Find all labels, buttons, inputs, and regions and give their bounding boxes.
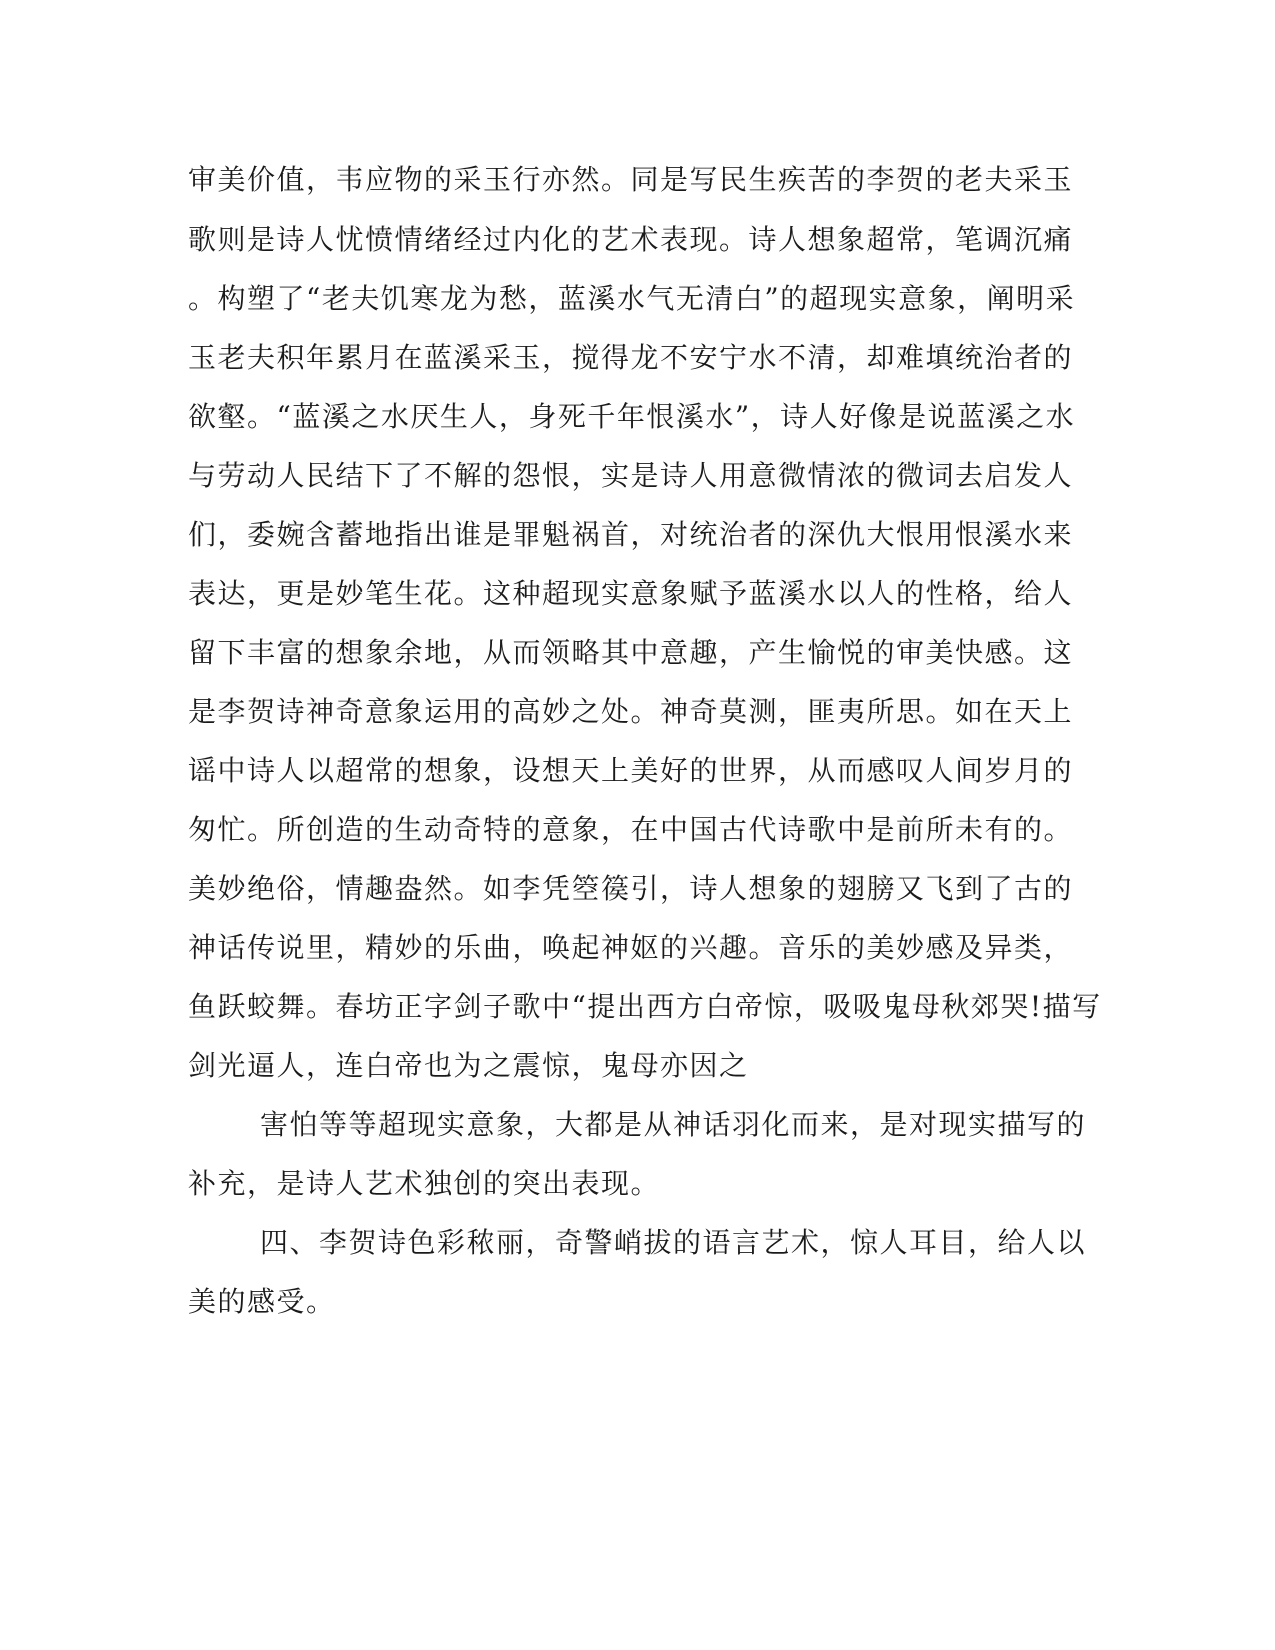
paragraph-1-line: 表达，更是妙笔生花。这种超现实意象赋予蓝溪水以人的性格，给人 [188, 577, 1074, 610]
paragraph-1-line: 歌则是诗人忧愤情绪经过内化的艺术表现。诗人想象超常，笔调沉痛 [188, 223, 1074, 256]
paragraph-1-line: 玉老夫积年累月在蓝溪采玉，搅得龙不安宁水不清，却难填统治者的 [188, 341, 1074, 374]
paragraph-1-line: 剑光逼人，连白帝也为之震惊，鬼母亦因之 [188, 1049, 749, 1082]
paragraph-1-line: 留下丰富的想象余地，从而领略其中意趣，产生愉悦的审美快感。这 [188, 636, 1074, 669]
paragraph-1-line: 们，委婉含蓄地指出谁是罪魁祸首，对统治者的深仇大恨用恨溪水来 [188, 518, 1074, 551]
paragraph-1-line: 鱼跃蛟舞。春坊正字剑子歌中“提出西方白帝惊，吸吸鬼母秋郊哭!描写 [188, 990, 1102, 1023]
paragraph-1-line: 神话传说里，精妙的乐曲，唤起神妪的兴趣。音乐的美妙感及异类， [188, 931, 1074, 964]
paragraph-1-line: 审美价值，韦应物的采玉行亦然。同是写民生疾苦的李贺的老夫采玉 [188, 163, 1074, 196]
paragraph-1-line: 美妙绝俗，情趣盎然。如李凭箜篌引，诗人想象的翅膀又飞到了古的 [188, 872, 1074, 905]
paragraph-3-line: 美的感受。 [188, 1285, 336, 1318]
paragraph-3-line: 四、李贺诗色彩秾丽，奇警峭拔的语言艺术，惊人耳目，给人以 [260, 1226, 1087, 1259]
paragraph-1-line: 匆忙。所创造的生动奇特的意象，在中国古代诗歌中是前所未有的。 [188, 813, 1074, 846]
paragraph-1-line: 与劳动人民结下了不解的怨恨，实是诗人用意微情浓的微词去启发人 [188, 459, 1074, 492]
paragraph-1-line: 。构塑了“老夫饥寒龙为愁，蓝溪水气无清白”的超现实意象，阐明采 [188, 282, 1076, 315]
paragraph-1-line: 是李贺诗神奇意象运用的高妙之处。神奇莫测，匪夷所思。如在天上 [188, 695, 1074, 728]
paragraph-2-line: 害怕等等超现实意象，大都是从神话羽化而来，是对现实描写的 [260, 1108, 1087, 1141]
paragraph-1-line: 谣中诗人以超常的想象，设想天上美好的世界，从而感叹人间岁月的 [188, 754, 1074, 787]
paragraph-2-line: 补充，是诗人艺术独创的突出表现。 [188, 1167, 661, 1200]
paragraph-1-line: 欲壑。“蓝溪之水厌生人，身死千年恨溪水”，诗人好像是说蓝溪之水 [188, 400, 1076, 433]
